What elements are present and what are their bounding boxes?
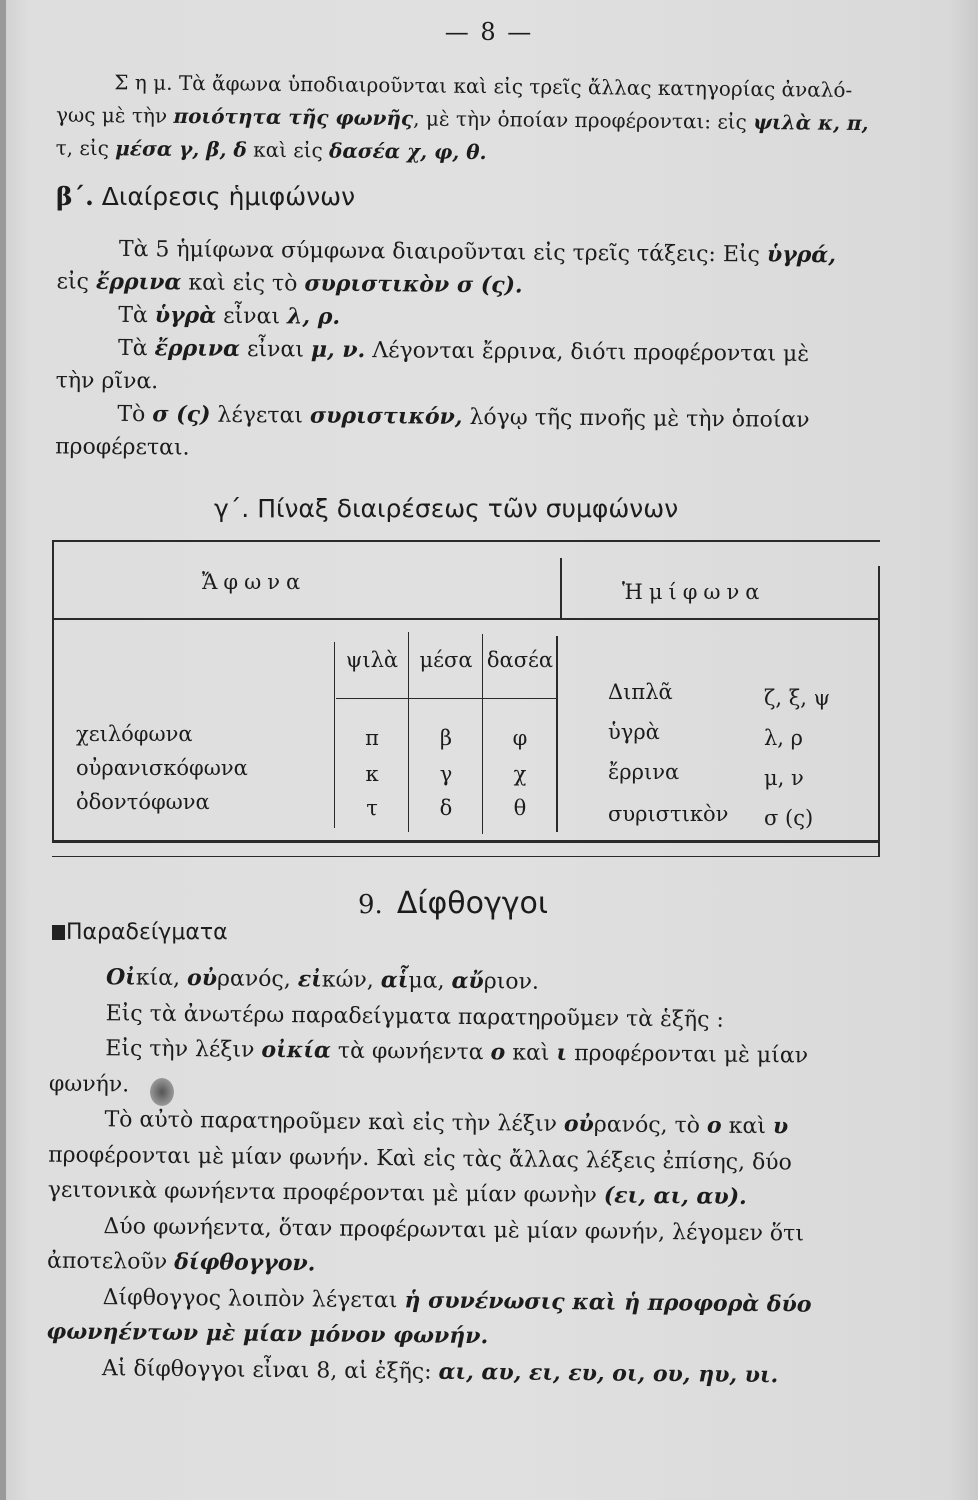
subhead-psila: ψιλὰ (345, 648, 399, 672)
hemi-name: ἔρρινα (608, 760, 680, 784)
row-name: οὐρανισκόφωνα (76, 756, 248, 780)
section-b-heading: β΄. Διαίρεσις ἡμιφώνων (56, 182, 356, 211)
ink-blot (150, 1078, 174, 1106)
examples-label: Παραδείγματα (52, 920, 228, 945)
subhead-dasea: δασέα (486, 648, 554, 672)
hemi-letters: λ, ρ (764, 726, 804, 750)
cell-mesa: δ (439, 796, 453, 820)
cell-psila: κ (365, 762, 379, 786)
hemi-name: Διπλᾶ (608, 680, 673, 704)
hemi-name: ὑγρὰ (608, 720, 660, 744)
section-b-text: Τὰ 5 ἡμίφωνα σύμφωνα διαιροῦνται εἰς τρεῖς τάξεις: Εἰς ὑγρά, εἰς ἔρρινα καὶ εἰς τὸ συριστικὸν σ (ς). Τὰ ὑγρὰ εἶναι λ, ρ. Τὰ ἔρρινα εἶναι μ, ν. Λέγονται ἔρρινα, διότι προφέρονται μὲ τὴν ρῖνα. Τὸ σ (ς) λέγεται συριστικόν, λόγῳ τῆς πνοῆς μὲ τὴν ὁποίαν προφέρεται. (55, 236, 837, 461)
cell-psila: τ (366, 796, 378, 820)
row-name: χειλόφωνα (76, 722, 193, 746)
section-c-heading: γ΄. Πίναξ διαιρέσεως τῶν συμφώνων (214, 494, 679, 523)
cell-psila: π (365, 726, 379, 750)
hemi-letters: σ (ς) (764, 806, 814, 830)
note-paragraph: Σ η μ. Τὰ ἄφωνα ὑποδιαιροῦνται καὶ εἰς τρεῖς ἄλλας κατηγορίας ἀναλό- γως μὲ τὴν ποιότητα τῆς φωνῆς, μὲ τὴν ὁποίαν προφέρονται: εἰς ψιλὰ κ, π, τ, εἰς μέσα γ, β, δ καὶ εἰς δασέα χ, φ, θ. (55, 70, 869, 165)
section-9-text: Οἰκία, οὐρανός, εἰκών, αἷμα, αὔριον. Εἰς τὰ ἀνωτέρω παραδείγματα παρατηροῦμεν τὰ ἑξῆς : Εἰς τὴν λέξιν οἰκία τὰ φωνήεντα ο καὶ ι προφέρονται μὲ μίαν φωνήν. Τὸ αὐτὸ παρατηροῦμεν καὶ εἰς τὴν λέξιν οὐρανός, τὸ ο καὶ υ προφέρονται μὲ μίαν φωνήν. Καὶ εἰς τὰς ἄλλας λέξεις ἐπίσης, δύο γειτονικὰ φωνήεντα προφέρονται μὲ μίαν φωνὴν (ει, αι, αυ). Δύο φωνήεντα, ὅταν προφέρωνται μὲ μίαν φωνήν, λέγομεν ὅτι ἀποτελοῦν δίφθογγον. Δίφθογγος λοιπὸν λέγεται ἡ συνένωσις καὶ ἡ προφορὰ δύο φωνηέντων μὲ μίαν μόνον φωνήν. Αἱ δίφθογγοι εἶναι 8, αἱ ἑξῆς: αι, αυ, ει, ευ, οι, ου, ηυ, υι. (46, 964, 812, 1388)
cell-dasea: χ (513, 762, 527, 786)
cell-dasea: θ (513, 796, 527, 820)
page-spine-shadow (0, 0, 6, 1500)
consonant-table (52, 540, 880, 858)
hemi-name: συριστικὸν (608, 802, 729, 826)
cell-mesa: γ (439, 762, 453, 786)
table-head-aphona: Ἄφωνα (202, 570, 307, 594)
subhead-mesa: μέσα (419, 648, 473, 672)
page-number: — 8 — (444, 18, 534, 46)
cell-dasea: φ (512, 726, 528, 750)
row-name: ὀδοντόφωνα (76, 790, 210, 814)
cell-mesa: β (439, 726, 453, 750)
section-9-heading: 9. Δίφθογγοι (358, 886, 548, 921)
table-head-hemiphona: Ἡμίφωνα (622, 580, 766, 604)
hemi-letters: ζ, ξ, ψ (764, 686, 831, 710)
hemi-letters: μ, ν (764, 766, 804, 790)
